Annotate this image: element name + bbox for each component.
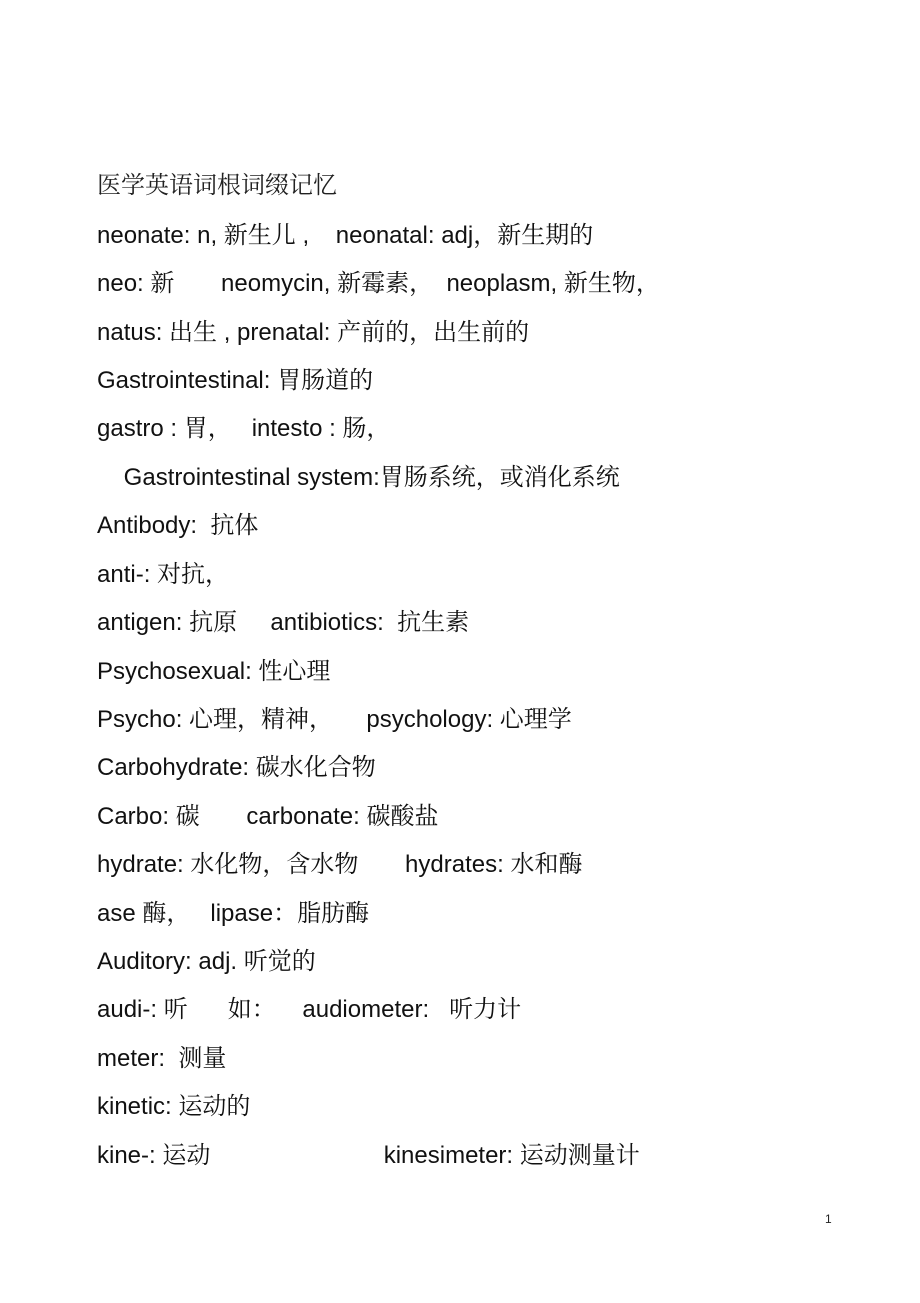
text-line-ase: ase 酶， lipase：脂肪酶	[97, 900, 370, 927]
document-title: 医学英语词根词缀记忆	[97, 171, 337, 199]
text-line-gastro: gastro : 胃， intesto : 肠，	[97, 415, 391, 442]
text-line-neonate: neonate: n, 新生儿 , neonatal: adj，新生期的	[97, 222, 594, 249]
text-line-antibody: Antibody: 抗体	[97, 512, 259, 539]
text-line-anti: anti-: 对抗，	[97, 561, 230, 588]
text-line-kine: kine-: 运动 kinesimeter: 运动测量计	[97, 1142, 640, 1169]
text-line-psycho: Psycho: 心理，精神， psychology: 心理学	[97, 706, 572, 733]
text-line-psychosexual: Psychosexual: 性心理	[97, 658, 331, 685]
text-line-natus: natus: 出生 , prenatal: 产前的，出生前的	[97, 319, 530, 346]
text-line-auditory: Auditory: adj. 听觉的	[97, 948, 316, 975]
text-line-gastrointestinal-system: Gastrointestinal system:胃肠系统，或消化系统	[97, 464, 620, 491]
text-line-audi: audi-: 听 如： audiometer: 听力计	[97, 996, 522, 1023]
text-line-neo: neo: 新 neomycin, 新霉素， neoplasm, 新生物，	[97, 270, 660, 297]
text-line-antigen: antigen: 抗原 antibiotics: 抗生素	[97, 609, 470, 636]
text-line-carbo: Carbo: 碳 carbonate: 碳酸盐	[97, 803, 439, 830]
text-line-kinetic: kinetic: 运动的	[97, 1093, 251, 1120]
text-line-gastrointestinal: Gastrointestinal: 胃肠道的	[97, 367, 374, 394]
page-number: 1	[825, 1212, 832, 1226]
text-line-hydrate: hydrate: 水化物，含水物 hydrates: 水和酶	[97, 851, 583, 878]
text-line-meter: meter: 测量	[97, 1045, 227, 1072]
text-line-carbohydrate: Carbohydrate: 碳水化合物	[97, 754, 376, 781]
